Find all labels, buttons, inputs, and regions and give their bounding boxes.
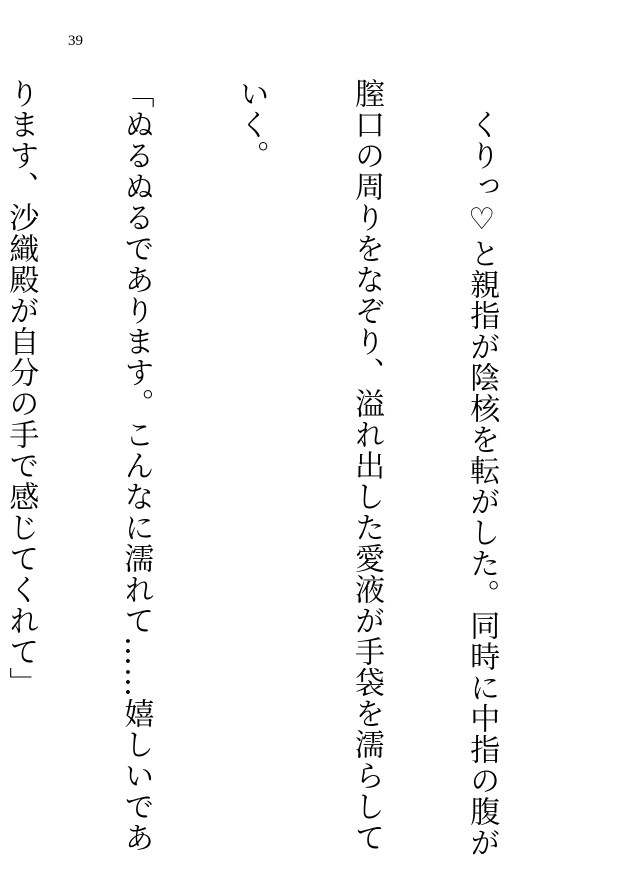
text-line: くりっ♡と親指が陰核を転がした。同時に中指の腹が — [464, 78, 500, 858]
text-line: いく。 — [233, 78, 269, 171]
text-line: 「ぬるぬるであります。こんなに濡れて……嬉しいであ — [118, 78, 154, 853]
page-number: 39 — [68, 33, 83, 49]
text-line: ります、沙織殿が自分の手で感じてくれて」 — [3, 78, 39, 698]
text-line: 膣口の周りをなぞり、溢れ出した愛液が手袋を濡らして — [348, 78, 384, 853]
novel-text — [0, 78, 577, 858]
